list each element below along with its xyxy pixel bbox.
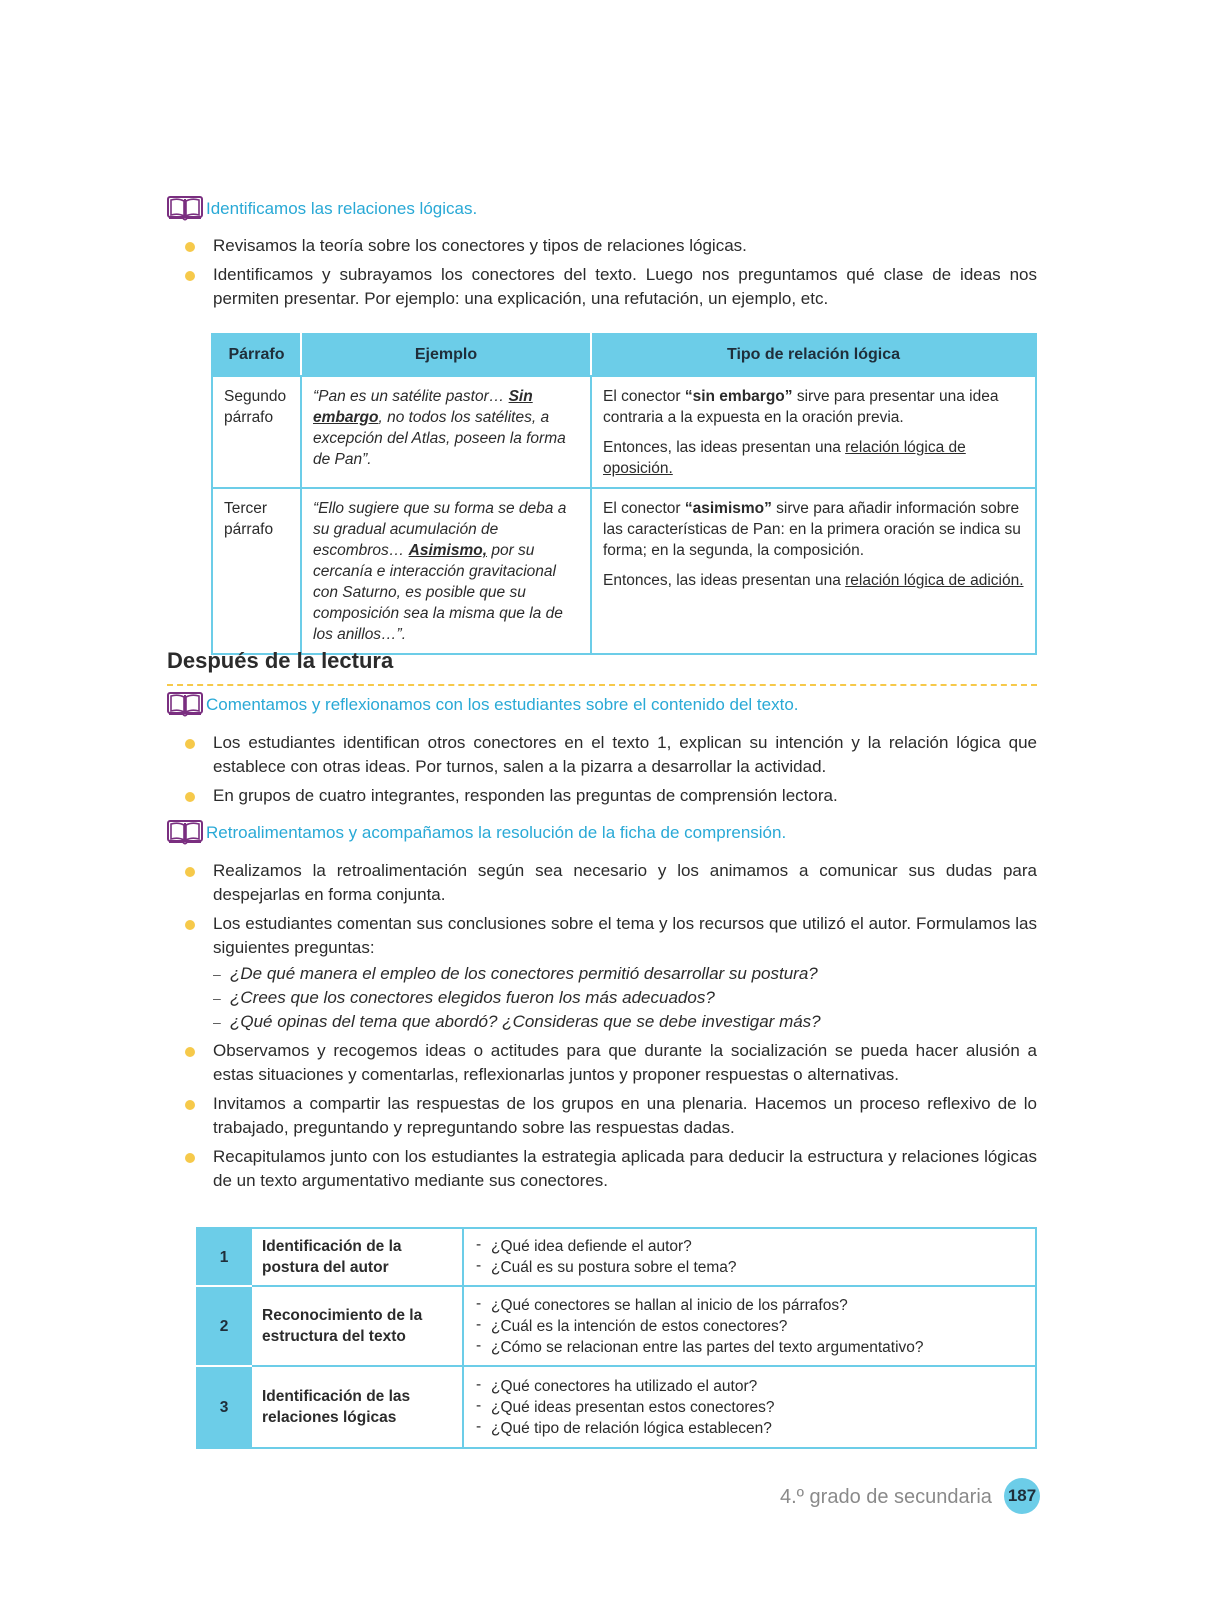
page-number: 187 (1004, 1478, 1040, 1514)
question-item: - ¿Cuál es su postura sobre el tema? (476, 1257, 1023, 1278)
section-heading-relaciones (167, 196, 477, 222)
bullet-dot-icon (185, 1047, 195, 1057)
cell-parrafo: Segundo párrafo (212, 376, 301, 488)
section-heading-text: Comentamos y reflexionamos con los estudiantes sobre el contenido del texto. (206, 695, 799, 714)
step-number: 3 (197, 1366, 251, 1448)
section-heading-text: Identificamos las relaciones lógicas. (206, 199, 478, 218)
question-item: - ¿Cuál es la intención de estos conectores? (476, 1316, 1023, 1337)
bullet-dot-icon (185, 739, 195, 749)
section-heading-retroalimentamos (167, 820, 786, 846)
step-name: Identificación de la postura del autor (251, 1228, 463, 1286)
question-item: - ¿Qué conectores se hallan al inicio de los párrafos? (476, 1295, 1023, 1316)
bullet-dot-icon (185, 920, 195, 930)
dash-icon: – (213, 990, 221, 1006)
open-book-icon (167, 196, 203, 222)
bullet-dot-icon (185, 792, 195, 802)
list-item: Invitamos a compartir las respuestas de los grupos en una plenaria. Hacemos un proceso reflexivo de lo trabajado, preguntando y repreguntando sobre las respuestas dadas. (180, 1092, 1037, 1140)
question-item: - ¿Qué conectores ha utilizado el autor? (476, 1376, 1023, 1397)
question-item: - ¿Qué idea defiende el autor? (476, 1236, 1023, 1257)
question-item: - ¿Cómo se relacionan entre las partes del texto argumentativo? (476, 1337, 1023, 1358)
bullet-dot-icon (185, 1100, 195, 1110)
bullet-list-section3 (180, 859, 1037, 1198)
list-item: Identificamos y subrayamos los conectores del texto. Luego nos preguntamos qué clase de ideas nos permiten presentar. Por ejemplo: una explicación, una refutación, un ejemplo, etc. (180, 263, 1037, 311)
open-book-icon (167, 692, 203, 718)
step-number: 2 (197, 1286, 251, 1366)
strategy-steps-table (196, 1227, 1037, 1449)
cell-parrafo: Tercer párrafo (212, 488, 301, 654)
list-item: Los estudiantes identifican otros conectores en el texto 1, explican su intención y la relación lógica que establece con otras ideas. Por turnos, salen a la pizarra a desarrollar la actividad. (180, 731, 1037, 779)
step-name: Identificación de las relaciones lógicas (251, 1366, 463, 1448)
section-title-despues: Después de la lectura (167, 648, 394, 673)
question-item: - ¿Qué tipo de relación lógica establecen? (476, 1418, 1023, 1439)
grade-label: 4.º grado de secundaria (780, 1486, 992, 1508)
question-item: - ¿Qué ideas presentan estos conectores? (476, 1397, 1023, 1418)
dashed-divider (167, 684, 1037, 686)
dash-icon: – (213, 966, 221, 982)
question-item: – ¿De qué manera el empleo de los conectores permitió desarrollar su postura? (213, 962, 1037, 986)
cell-tipo: El conector “sin embargo” sirve para presentar una idea contraria a la expuesta en la oración previa. Entonces, las ideas presentan una relación lógica de oposición. (591, 376, 1036, 488)
table-row (212, 488, 1036, 654)
cell-ejemplo: “Pan es un satélite pastor… Sin embargo, no todos los satélites, a excepción del Atlas, poseen la forma de Pan”. (301, 376, 591, 488)
step-name: Reconocimiento de la estructura del texto (251, 1286, 463, 1366)
table-row (212, 376, 1036, 488)
list-item: Realizamos la retroalimentación según sea necesario y los animamos a comunicar sus dudas para despejarlas en forma conjunta. (180, 859, 1037, 907)
dash-icon: – (213, 1014, 221, 1030)
step-questions (463, 1366, 1036, 1448)
question-item: – ¿Crees que los conectores elegidos fueron los más adecuados? (213, 986, 1037, 1010)
step-questions (463, 1228, 1036, 1286)
relation-type: relación lógica de oposición. (603, 439, 966, 477)
open-book-icon (167, 820, 203, 846)
bullet-dot-icon (185, 867, 195, 877)
column-header-tipo: Tipo de relación lógica (591, 334, 1036, 376)
bullet-list-section2 (180, 731, 1037, 813)
step-number: 1 (197, 1228, 251, 1286)
list-item: Revisamos la teoría sobre los conectores y tipos de relaciones lógicas. (180, 234, 1037, 258)
cell-tipo: El conector “asimismo” sirve para añadir información sobre las características de Pan: en la primera oración se indica su forma; en la segunda, la composición. Entonces, las ideas presentan una relación lógica de adición. (591, 488, 1036, 654)
question-item: – ¿Qué opinas del tema que abordó? ¿Consideras que se debe investigar más? (213, 1010, 1037, 1034)
list-item: Observamos y recogemos ideas o actitudes para que durante la socialización se pueda hacer alusión a estas situaciones y comentarlas, reflexionarlas juntos y proponer respuestas o alternativas. (180, 1039, 1037, 1087)
section-heading-text: Retroalimentamos y acompañamos la resolución de la ficha de comprensión. (206, 823, 787, 842)
step-questions (463, 1286, 1036, 1366)
table-header-row (212, 334, 1036, 376)
bullet-dot-icon (185, 1153, 195, 1163)
relation-type: relación lógica de adición. (845, 572, 1024, 589)
list-item: Recapitulamos junto con los estudiantes la estrategia aplicada para deducir la estructura y relaciones lógicas de un texto argumentativo mediante sus conectores. (180, 1145, 1037, 1193)
bullet-list-section1 (180, 234, 1037, 316)
question-list (213, 962, 1037, 1034)
table-row (197, 1366, 1036, 1448)
table-row (197, 1228, 1036, 1286)
section-heading-comentamos (167, 692, 799, 718)
column-header-ejemplo: Ejemplo (301, 334, 591, 376)
list-item: Los estudiantes comentan sus conclusiones sobre el tema y los recursos que utilizó el autor. Formulamos las siguientes preguntas: – ¿De qué manera el empleo de los conectores permitió desarrollar su postura? – ¿Crees que los conectores elegidos fueron los más adecuados? – ¿Qué opinas del tema que abordó? ¿Consideras que se debe investigar más? (180, 912, 1037, 1034)
connector-highlight: Asimismo, (408, 542, 488, 559)
list-item: En grupos de cuatro integrantes, responden las preguntas de comprensión lectora. (180, 784, 1037, 808)
connector-highlight: Sin embargo (313, 388, 533, 426)
bullet-dot-icon (185, 271, 195, 281)
logical-relations-table (211, 333, 1037, 655)
bullet-dot-icon (185, 242, 195, 252)
cell-ejemplo: “Ello sugiere que su forma se deba a su gradual acumulación de escombros… Asimismo, por su cercanía e interacción gravitacional con Saturno, es posible que su composición sea la misma que la de los anillos…”. (301, 488, 591, 654)
table-row (197, 1286, 1036, 1366)
column-header-parrafo: Párrafo (212, 334, 301, 376)
